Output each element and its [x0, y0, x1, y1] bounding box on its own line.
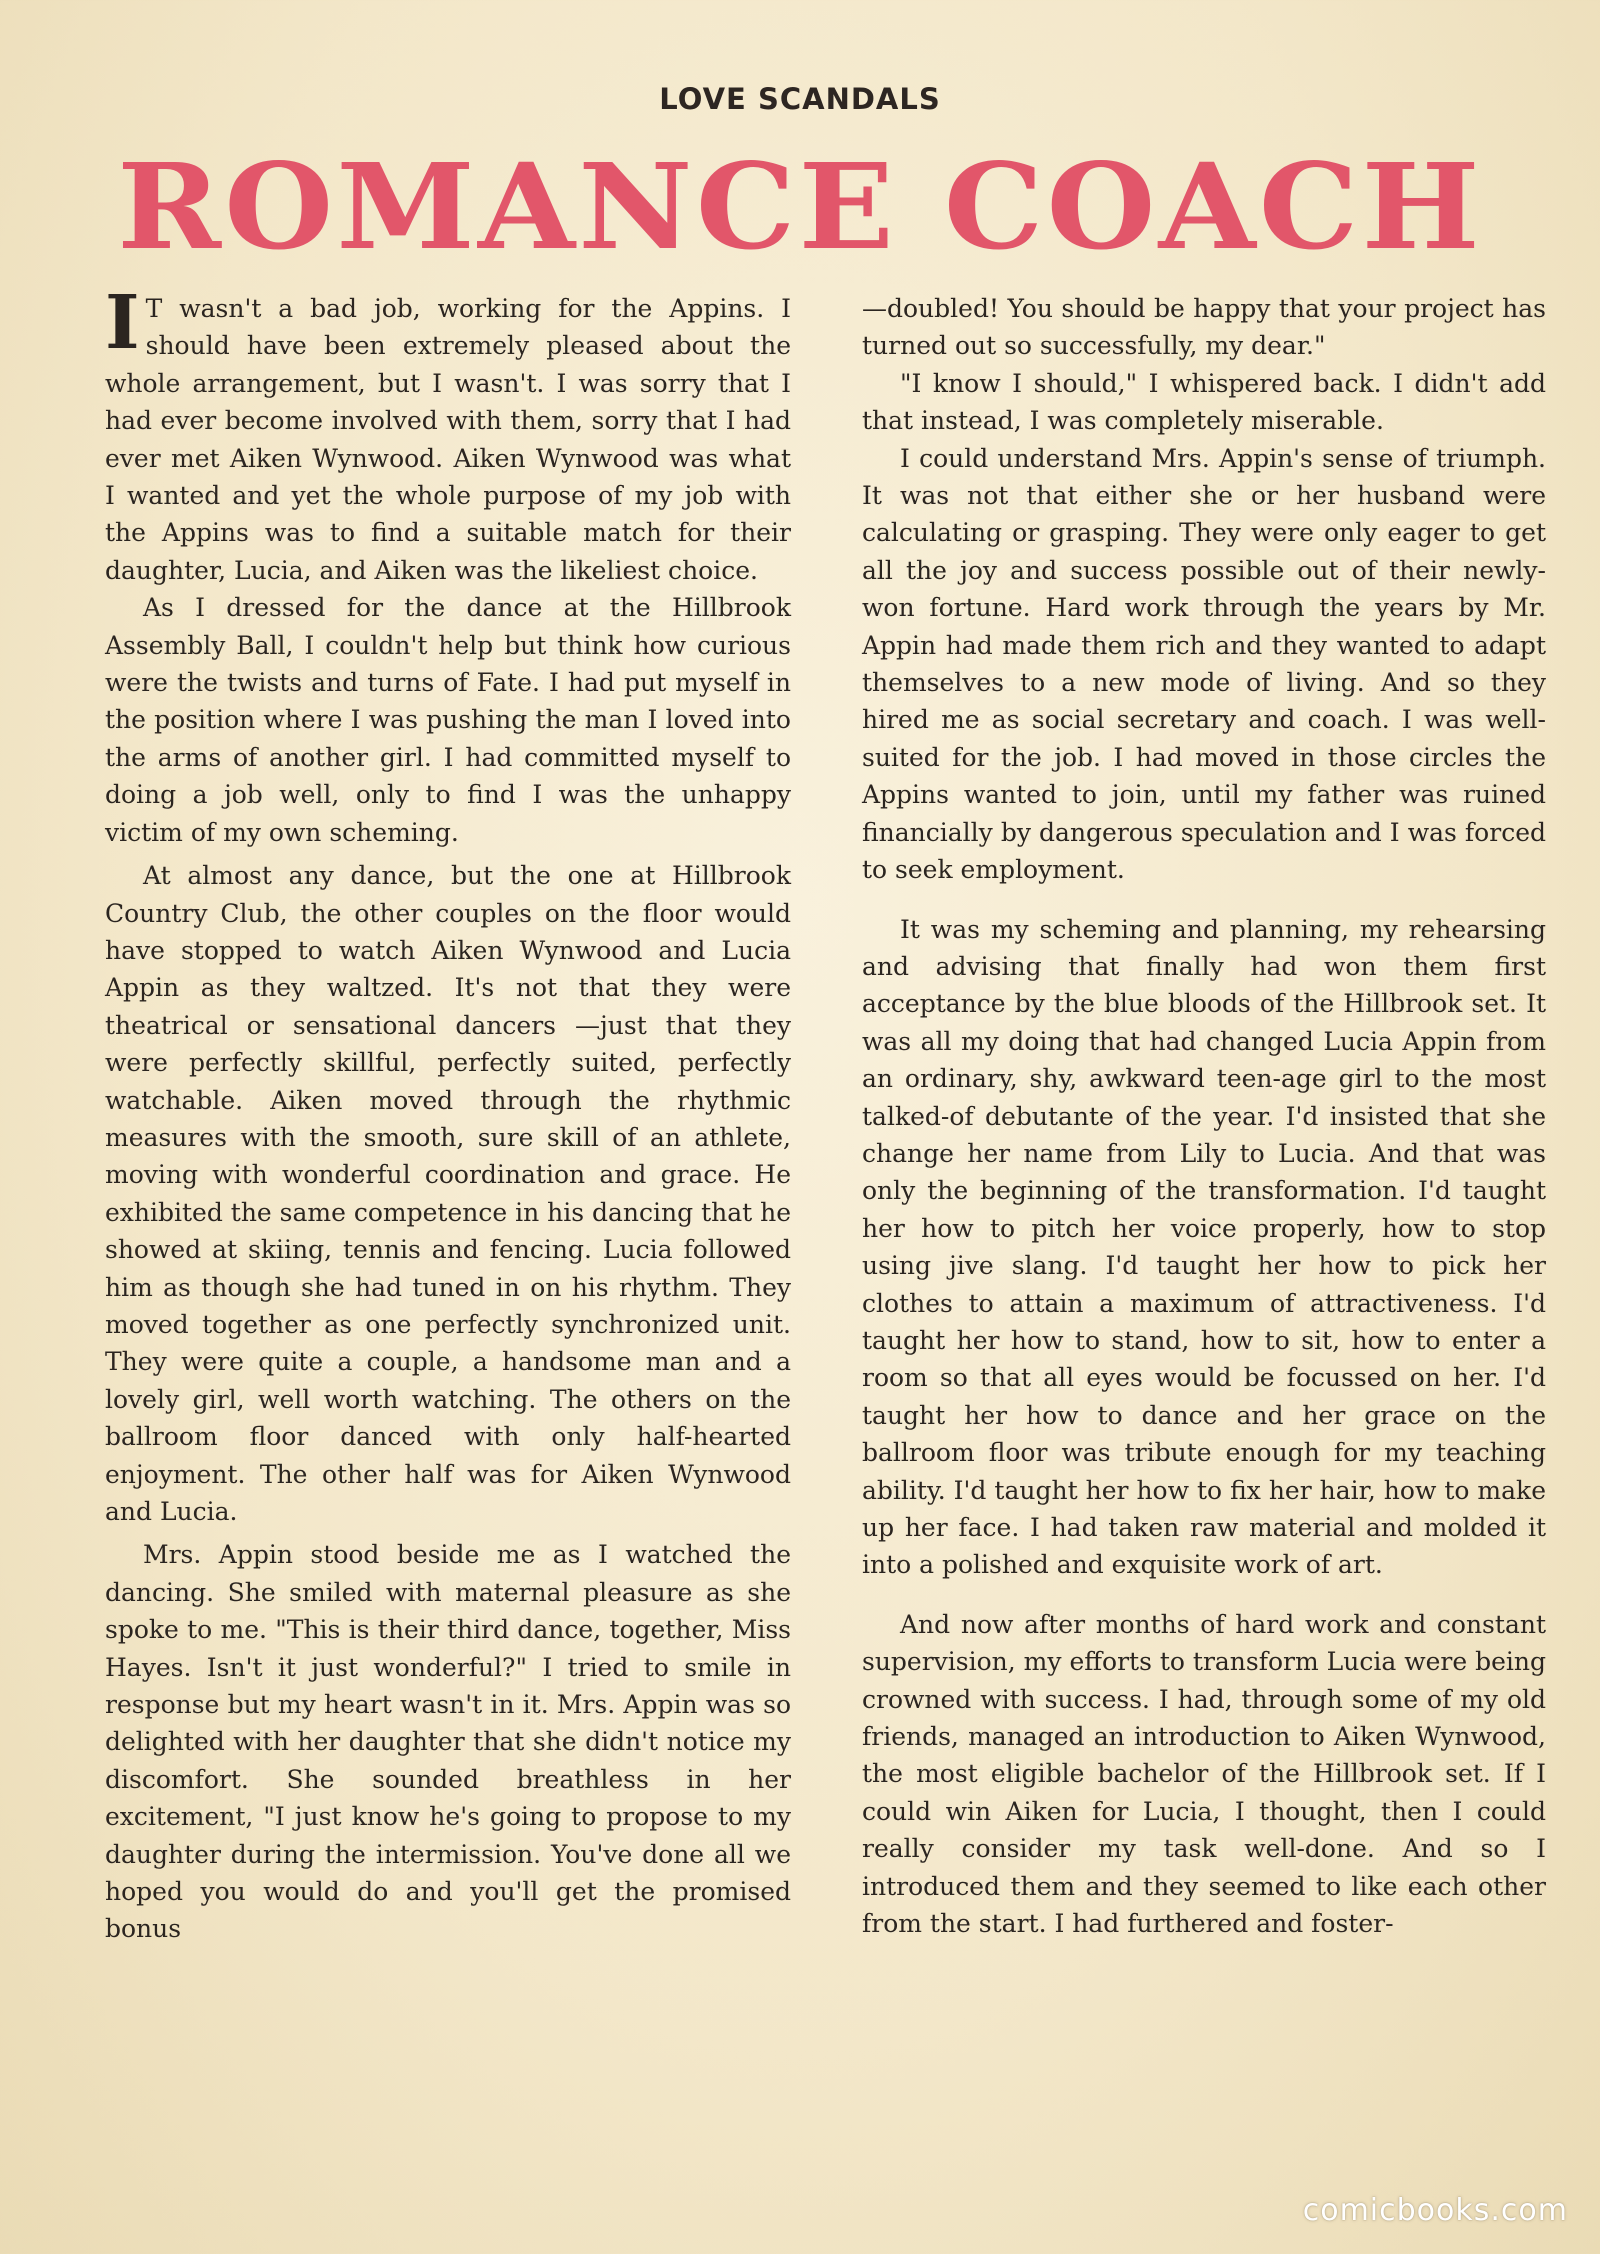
left-paragraph-2: As I dressed for the dance at the Hillbrook Assembly Ball, I couldn't help but think how curious were the twists and turns of Fate. I had put myself in the position where I was pushing the man I loved into the arms of another girl. I had committed myself to doing a job well, only to find I was the unhappy victim of my own scheming.: [105, 593, 791, 847]
right-paragraph-4: It was my scheming and planning, my rehearsing and advising that finally had won them first acceptance by the blue bloods of the Hillbrook set. It was all my doing that had changed Lucia Appin from an ordinary, shy, awkward teen-age girl to the most talked-of debutante of the year. I'd insisted that she change her name from Lily to Lucia. And that was only the beginning of the transformation. I'd taught her how to pitch her voice properly, how to stop using jive slang. I'd taught her how to pick her clothes to attain a maximum of attractiveness. I'd taught her how to stand, how to sit, how to enter a room so that all eyes would be focussed on her. I'd taught her how to dance and her grace on the ballroom floor was tribute enough for my teaching ability. I'd taught her how to fix her hair, how to make up her face. I had taken raw material and molded it into a polished and exquisite work of art.: [862, 914, 1546, 1580]
drop-cap: I: [105, 280, 140, 366]
left-paragraph-3: At almost any dance, but the one at Hillbrook Country Club, the other couples on the floor would have stopped to watch Aiken Wynwood and Lucia Appin as they waltzed. It's not that they were theatrical or sensational dancers —just that they were perfectly skillful, perfectly suited, perfectly watchable. Aiken moved through the rhythmic measures with the smooth, sure skill of an athlete, moving with wonderful coordination and grace. He exhibited the same competence in his dancing that he showed at skiing, tennis and fencing. Lucia followed him as though she had tuned in on his rhythm. They moved together as one perfectly synchronized unit. They were quite a couple, a handsome man and a lovely girl, well worth watching. The others on the ballroom floor danced with only half-hearted enjoyment. The other half was for Aiken Wynwood and Lucia.: [105, 861, 792, 1526]
left-column: [105, 280, 792, 1948]
magazine-header: LOVE SCANDALS: [659, 82, 941, 116]
left-paragraph-1: [105, 280, 791, 589]
right-paragraph-1: —doubled! You should be happy that your project has turned out so successfully, my dear.": [862, 294, 1546, 361]
left-paragraph-1-text: T wasn't a bad job, working for the Appins. I should have been extremely pleased about the whole arrangement, but I wasn't. I was sorry that I had ever become involved with them, sorry that I had ever met Aiken Wynwood. Aiken Wynwood was what I wanted and yet the whole purpose of my job with the Appins was to find a suitable match for their daughter, Lucia, and Aiken was the likeliest choice.: [105, 294, 791, 585]
right-paragraph-5: And now after months of hard work and constant supervision, my efforts to transform Lucia were being crowned with success. I had, through some of my old friends, managed an introduction to Aiken Wynwood, the most eligible bachelor of the Hillbrook set. If I could win Aiken for Lucia, I thought, then I could really consider my task well-done. And so I introduced them and they seemed to like each other from the start. I had furthered and foster-: [862, 1609, 1546, 1939]
site-watermark: comicbooks.com: [1302, 2193, 1568, 2228]
left-paragraph-4: Mrs. Appin stood beside me as I watched the dancing. She smiled with maternal pleasure as she spoke to me. "This is their third dance, together, Miss Hayes. Isn't it just wonderful?" I tried to smile in response but my heart wasn't in it. Mrs. Appin was so delighted with her daughter that she didn't notice my discomfort. She sounded breathless in her excitement, "I just know he's going to propose to my daughter during the intermission. You've done all we hoped you would do and you'll get the promised bonus: [105, 1540, 791, 1944]
right-paragraph-2: "I know I should," I whispered back. I didn't add that instead, I was completely miserable.: [862, 368, 1546, 436]
right-paragraph-3: I could understand Mrs. Appin's sense of triumph. It was not that either she or her husband were calculating or grasping. They were only eager to get all the joy and success possible out of their newly-won fortune. Hard work through the years by Mr. Appin had made them rich and they wanted to adapt themselves to a new mode of living. And so they hired me as social secretary and coach. I was well-suited for the job. I had moved in those circles the Appins wanted to join, until my father was ruined financially by dangerous speculation and I was forced to seek employment.: [862, 443, 1546, 885]
right-column: [862, 290, 1546, 1942]
story-title: ROMANCE COACH: [117, 137, 1483, 276]
